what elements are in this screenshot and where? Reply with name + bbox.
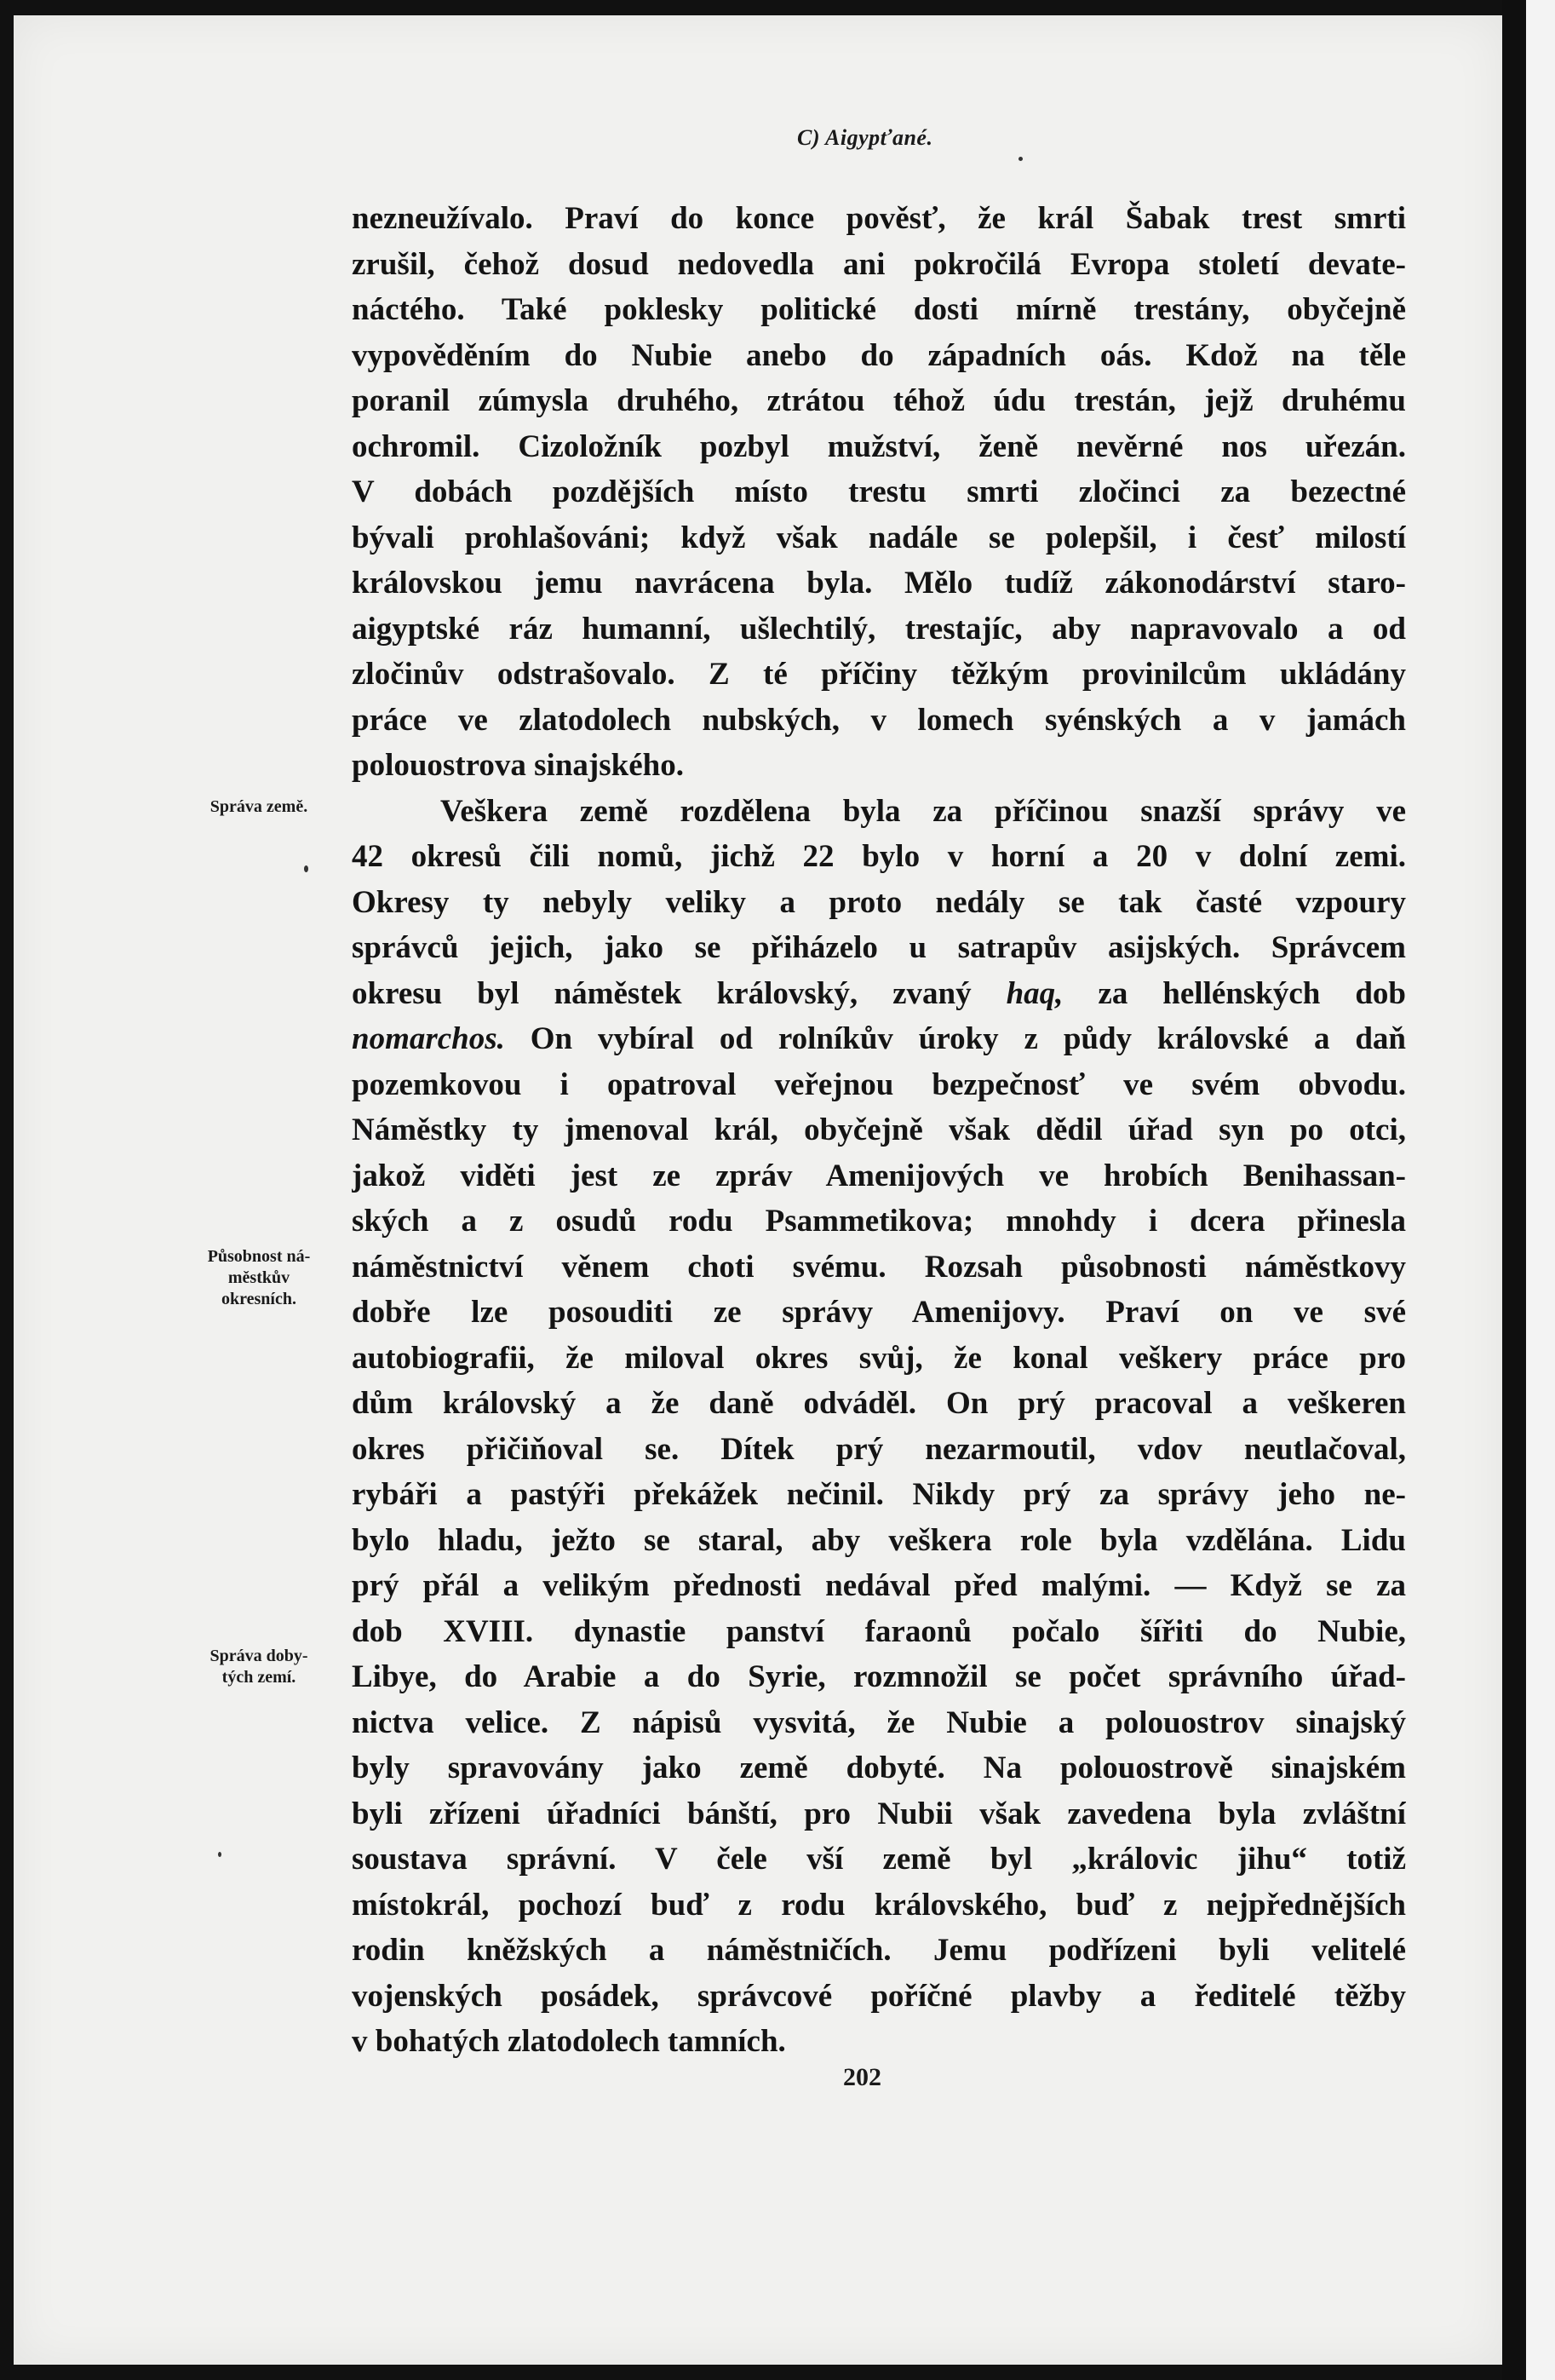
text-line: Veškera země rozdělena byla za příčinou snazší správy ve (440, 793, 1406, 829)
text-line: vypověděním do Nubie anebo do západních oás. Kdož na těle (352, 337, 1406, 373)
text-line: královskou jemu navrácena byla. Mělo tudíž zákonodárství staro- (352, 566, 1406, 601)
scan-speck (304, 865, 308, 872)
text-line: zrušil, čehož dosud nedovedla ani pokročilá Evropa století devate- (352, 246, 1406, 282)
text-line: okres přičiňoval se. Dítek prý nezarmoutil, vdov neutlačoval, (352, 1431, 1406, 1467)
text-line: bývali prohlašováni; když však nadále se polepšil, i česť milostí (352, 520, 1406, 555)
text-line: dob XVIII. dynastie panství faraonů počalo šířiti do Nubie, (352, 1613, 1406, 1649)
page-gutter-shadow (1502, 0, 1526, 2380)
text-line: náměstnictví věnem choti svému. Rozsah působnosti náměstkovy (352, 1249, 1406, 1285)
paragraph-2 (352, 789, 1406, 2065)
text-line: práce ve zlatodolech nubských, v lomech syénských a v jamách (352, 702, 1406, 738)
text-line: dům královský a že daně odváděl. On prý pracoval a veškeren (352, 1386, 1406, 1421)
text-line: V dobách pozdějších místo trestu smrti zločinci za bezectné (352, 474, 1406, 509)
text-line: jakož viděti jest ze zpráv Amenijových ve hrobích Benihassan- (352, 1158, 1406, 1193)
text-line: ochromil. Cizoložník pozbyl mužství, ženě nevěrné nos uřezán. (352, 428, 1406, 464)
text-line: správců jejich, jako se přiházelo u satrapův asijských. Správcem (352, 930, 1406, 965)
margin-note-sprava-dobytych (167, 1646, 351, 1688)
text-line: dobře lze posouditi ze správy Amenijovy. Praví on ve své (352, 1295, 1406, 1330)
text-line: Libye, do Arabie a do Syrie, rozmnožil se počet správního úřad- (352, 1659, 1406, 1694)
margin-note-line: Správa doby- (209, 1647, 308, 1665)
running-header: C) Aigypťané. (797, 125, 933, 150)
margin-note-line: Správa země. (209, 797, 308, 816)
margin-note-line: tých zemí. (221, 1668, 296, 1687)
text-run: okresu byl náměstek královský, zvaný (352, 975, 1007, 1011)
scan-speck (218, 1852, 221, 1857)
text-line: v bohatých zlatodolech tamních. (352, 2024, 786, 2059)
text-line: nezneužívalo. Praví do konce pověsť, že král Šabak trest smrti (352, 201, 1406, 236)
text-line: bylo hladu, ježto se staral, aby veškera role byla vzdělána. Lidu (352, 1522, 1406, 1558)
text-line (352, 971, 1406, 1017)
text-line: nictva velice. Z nápisů vysvitá, že Nubie a polouostrov sinajský (352, 1705, 1406, 1740)
text-line: aigyptské ráz humanní, ušlechtilý, trestajíc, aby napravovalo a od (352, 611, 1406, 647)
text-line: ských a z osudů rodu Psammetikova; mnohdy i dcera přinesla (352, 1204, 1406, 1239)
text-line: prý přál a velikým přednosti nedával před malými. — Když se za (352, 1568, 1406, 1603)
text-line: Okresy ty nebyly veliky a proto nedály se tak časté vzpoury (352, 884, 1406, 920)
text-line: pozemkovou i opatroval veřejnou bezpečnosť ve svém obvodu. (352, 1066, 1406, 1102)
page-right-edge (1526, 0, 1555, 2380)
text-line: byly spravovány jako země dobyté. Na polouostrově sinajském (352, 1751, 1406, 1785)
text-line: zločinův odstrašovalo. Z té příčiny těžkým provinilcům ukládány (352, 657, 1406, 692)
page-number: 202 (843, 2063, 881, 2091)
text-line: soustava správní. V čele vší země byl „královic jihu“ totiž (352, 1842, 1406, 1877)
text-line: vojenských posádek, správcové poříčné plavby a ředitelé těžby (352, 1978, 1406, 2014)
text-line: Náměstky ty jmenoval král, obyčejně však dědil úřad syn po otci, (352, 1112, 1406, 1147)
italic-term-haq: haq, (1006, 975, 1064, 1011)
text-line: polouostrova sinajského. (352, 748, 684, 783)
text-line: náctého. Také poklesky politické dosti mírně trestány, obyčejně (352, 292, 1406, 327)
scan-speck (1018, 157, 1023, 161)
text-line: poranil zúmysla druhého, ztrátou téhož údu trestán, jejž druhému (352, 383, 1406, 418)
paragraph-2-continued (352, 1062, 1406, 2065)
text-line: autobiografii, že miloval okres svůj, že konal veškery práce pro (352, 1340, 1406, 1376)
text-line: rodin kněžských a náměstničích. Jemu podřízeni byli velitelé (352, 1933, 1406, 1968)
text-line (352, 1016, 1406, 1062)
text-run: za hellénských dob (1063, 975, 1406, 1011)
text-line: rybáři a pastýři překážek nečinil. Nikdy prý za správy jeho ne- (352, 1477, 1406, 1512)
italic-term-nomarchos: nomarchos. (352, 1021, 505, 1056)
text-line: byli zřízeni úřadníci bánští, pro Nubii však zavedena byla zvláštní (352, 1796, 1406, 1831)
margin-note-line: Působnost ná- (207, 1247, 311, 1266)
text-run: On vybíral od rolníkův úroky z půdy královské a daň (504, 1021, 1406, 1056)
paragraph-1 (352, 196, 1406, 789)
margin-note-pusobnost (167, 1246, 351, 1310)
text-line: 42 okresů čili nomů, jichž 22 bylo v horní a 20 v dolní zemi. (352, 839, 1406, 874)
margin-note-sprava-zeme (167, 796, 351, 818)
margin-note-line: městkův (227, 1268, 290, 1287)
margin-note-line: okresních. (221, 1290, 296, 1308)
body-text (352, 196, 1406, 2065)
text-line: místokrál, pochozí buď z rodu královského, buď z nejpřednějších (352, 1887, 1406, 1923)
